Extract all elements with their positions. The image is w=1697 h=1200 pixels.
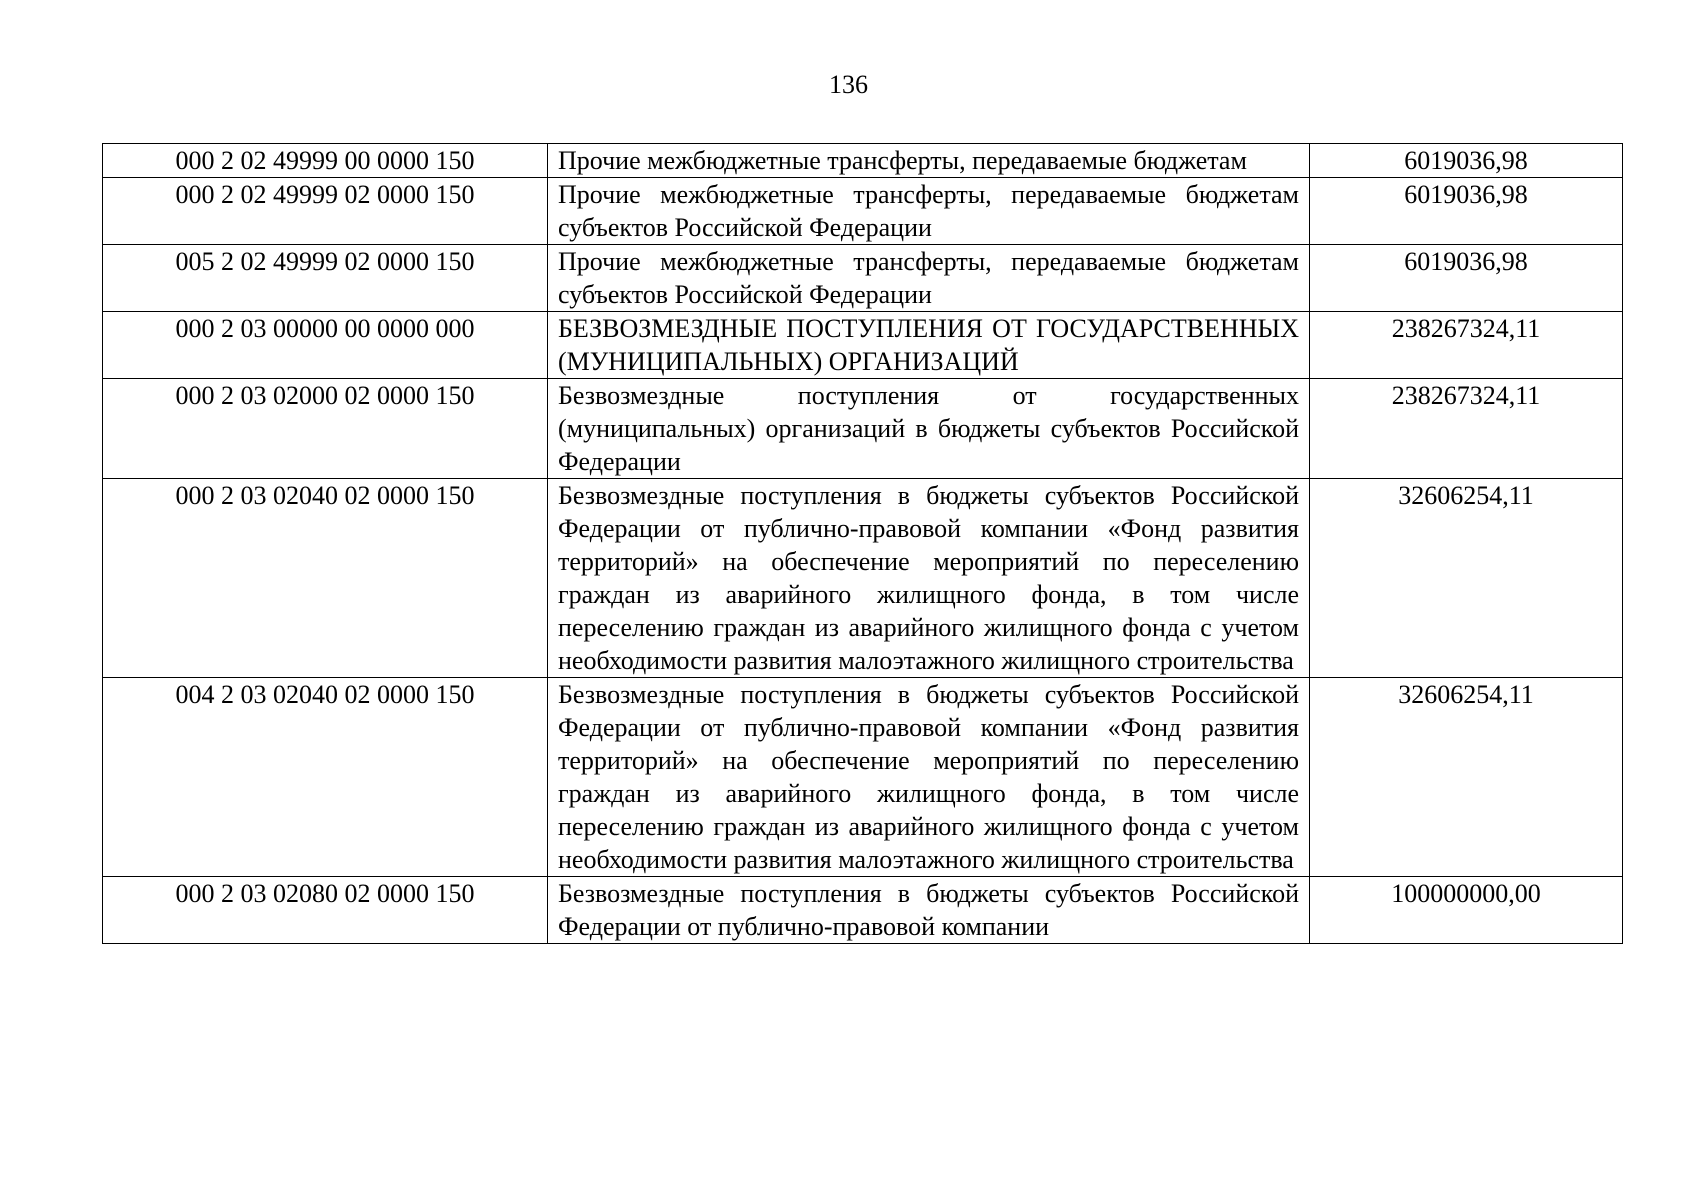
classification-code: 000 2 03 02080 02 0000 150 [103,877,548,944]
revenue-name: Безвозмездные поступления в бюджеты субъектов Российской Федерации от публично-правовой компании [548,877,1310,944]
classification-code: 000 2 03 00000 00 0000 000 [103,312,548,379]
classification-code: 005 2 02 49999 02 0000 150 [103,245,548,312]
revenue-amount: 6019036,98 [1310,245,1623,312]
revenue-name: Безвозмездные поступления от государственных (муниципальных) организаций в бюджеты субъектов Российской Федерации [548,379,1310,479]
classification-code: 000 2 02 49999 00 0000 150 [103,144,548,178]
revenue-name: БЕЗВОЗМЕЗДНЫЕ ПОСТУПЛЕНИЯ ОТ ГОСУДАРСТВЕННЫХ (МУНИЦИПАЛЬНЫХ) ОРГАНИЗАЦИЙ [548,312,1310,379]
revenue-amount: 100000000,00 [1310,877,1623,944]
revenue-amount: 238267324,11 [1310,379,1623,479]
revenue-name: Прочие межбюджетные трансферты, передаваемые бюджетам субъектов Российской Федерации [548,245,1310,312]
table-row [103,877,1623,944]
classification-code: 000 2 03 02000 02 0000 150 [103,379,548,479]
classification-code: 000 2 03 02040 02 0000 150 [103,479,548,678]
table-row [103,144,1623,178]
revenue-amount: 32606254,11 [1310,678,1623,877]
classification-code: 000 2 02 49999 02 0000 150 [103,178,548,245]
page-number: 136 [829,70,868,99]
revenue-amount: 32606254,11 [1310,479,1623,678]
revenue-name: Прочие межбюджетные трансферты, передаваемые бюджетам субъектов Российской Федерации [548,178,1310,245]
revenue-name: Безвозмездные поступления в бюджеты субъектов Российской Федерации от публично-правовой компании «Фонд развития территорий» на обеспечение мероприятий по переселению граждан из аварийного жилищного фонда, в том числе переселению граждан из аварийного жилищного фонда с учетом необходимости развития малоэтажного жилищного строительства [548,678,1310,877]
revenue-amount: 238267324,11 [1310,312,1623,379]
table-row [103,479,1623,678]
table-row [103,245,1623,312]
table-row [103,678,1623,877]
table-row [103,379,1623,479]
revenue-name: Прочие межбюджетные трансферты, передаваемые бюджетам [548,144,1310,178]
classification-code: 004 2 03 02040 02 0000 150 [103,678,548,877]
budget-revenue-table [102,143,1623,944]
table-row [103,178,1623,245]
revenue-amount: 6019036,98 [1310,144,1623,178]
revenue-name: Безвозмездные поступления в бюджеты субъектов Российской Федерации от публично-правовой компании «Фонд развития территорий» на обеспечение мероприятий по переселению граждан из аварийного жилищного фонда, в том числе переселению граждан из аварийного жилищного фонда с учетом необходимости развития малоэтажного жилищного строительства [548,479,1310,678]
revenue-amount: 6019036,98 [1310,178,1623,245]
table-row [103,312,1623,379]
